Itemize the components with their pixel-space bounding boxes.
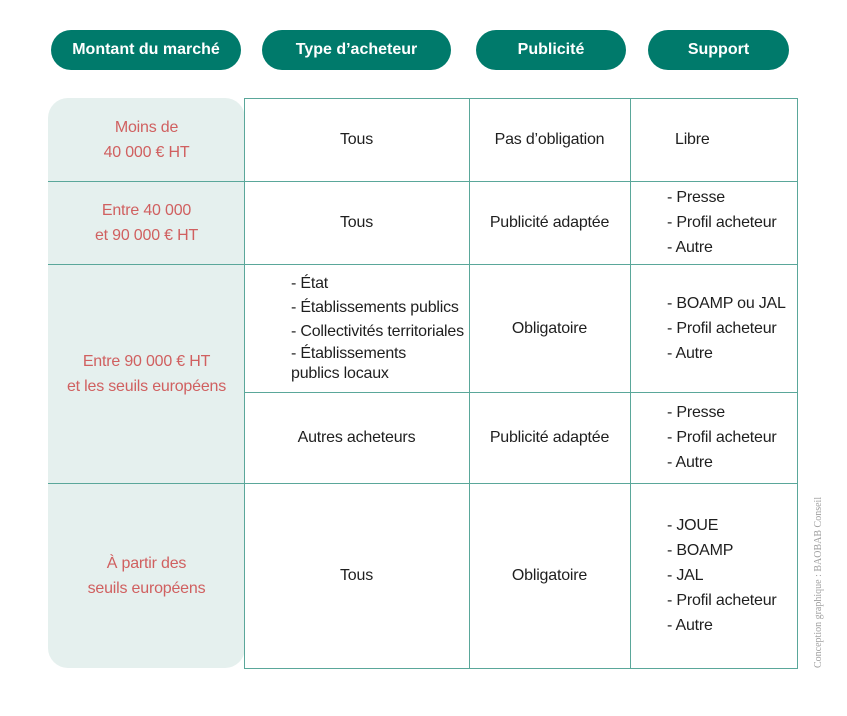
support-row-3b: - Presse - Profil acheteur - Autre [667, 404, 777, 471]
support-row-4: - JOUE - BOAMP - JAL - Profil acheteur - Autre [667, 517, 777, 634]
header-type-acheteur: Type d’acheteur [262, 30, 451, 70]
publicity-row-1: Pas d’obligation [494, 131, 605, 148]
buyer-row-2: Tous [340, 214, 373, 231]
design-credit: Conception graphique : BAOBAB Conseil [813, 496, 824, 668]
header-montant-du-marche: Montant du marché [51, 30, 241, 70]
publicity-row-4: Obligatoire [511, 567, 588, 584]
buyer-row-1: Tous [340, 131, 373, 148]
support-row-1: Libre [675, 131, 710, 148]
publicity-row-2: Publicité adaptée [489, 214, 610, 231]
publicity-row-3b: Publicité adaptée [489, 429, 610, 446]
buyer-row-4: Tous [340, 567, 373, 584]
publicity-row-3a: Obligatoire [511, 319, 588, 337]
support-row-3a: - BOAMP ou JAL - Profil acheteur - Autre [667, 294, 786, 362]
amount-row-4: À partir des seuils européens [87, 554, 206, 597]
amount-row-3: Entre 90 000 € HT et les seuils européens [66, 352, 227, 395]
amount-row-1: Moins de 40 000 € HT [103, 118, 190, 161]
header-publicite: Publicité [476, 30, 626, 70]
buyer-row-3a: - État - Établissements publics - Collectivités territoriales - Établissements publics locaux [291, 275, 464, 382]
amount-row-2: Entre 40 000 et 90 000 € HT [94, 201, 199, 244]
header-support: Support [648, 30, 789, 70]
buyer-row-3b: Autres acheteurs [297, 429, 416, 446]
support-row-2: - Presse - Profil acheteur - Autre [667, 189, 777, 256]
